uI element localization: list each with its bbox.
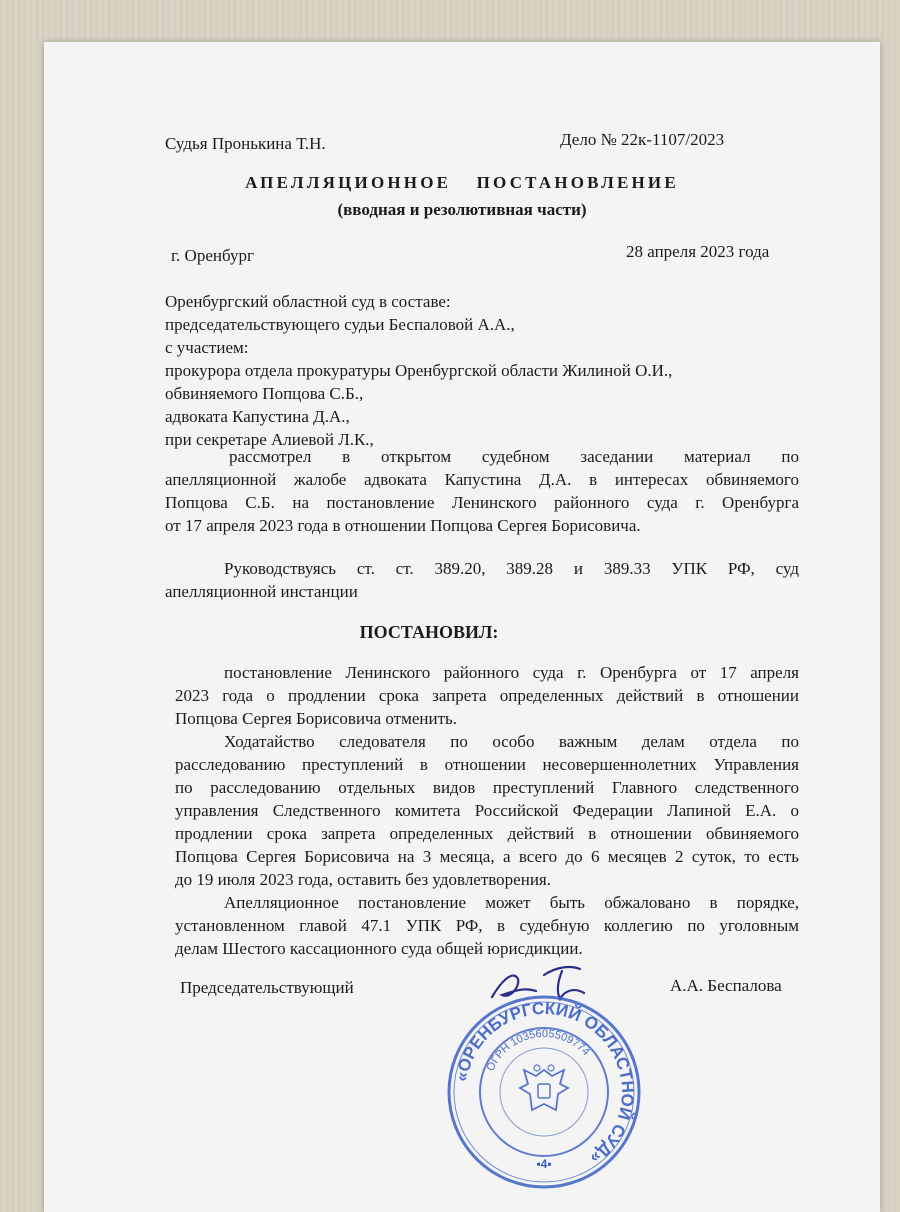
stamp-number: •4• bbox=[536, 1157, 552, 1171]
court-seal-stamp bbox=[444, 992, 644, 1192]
composition-line: прокурора отдела прокуратуры Оренбургской области Жилиной О.И., bbox=[165, 361, 673, 380]
stamp-ogrn: ОГРН 1035605509774 bbox=[484, 1027, 593, 1074]
resolution-line: постановление Ленинского районного суда г. Оренбурга от 17 апреля bbox=[224, 663, 799, 682]
composition-line: с участием: bbox=[165, 338, 249, 357]
document-subtitle: (вводная и резолютивная части) bbox=[337, 200, 587, 219]
document-page bbox=[44, 42, 880, 1212]
place: г. Оренбург bbox=[171, 246, 254, 265]
reviewed-line: апелляционной жалобе адвоката Капустина Д.А. в интересах обвиняемого bbox=[165, 470, 799, 489]
resolution-line: Ходатайство следователя по особо важным делам отдела по bbox=[224, 732, 799, 751]
case-number: Дело № 22к-1107/2023 bbox=[560, 130, 725, 149]
resolution-line: делам Шестого кассационного суда общей юрисдикции. bbox=[175, 939, 583, 958]
reviewed-line: Попцова С.Б. на постановление Ленинского районного суда г. Оренбурга bbox=[165, 493, 799, 512]
resolution-line: управления Следственного комитета Российской Федерации Лапиной Е.А. о bbox=[175, 801, 799, 820]
composition-line: Оренбургский областной суд в составе: bbox=[165, 292, 451, 311]
svg-text:ОГРН 1035605509774 bbox=[485, 1028, 592, 1073]
resolution-line: установленном главой 47.1 УПК РФ, в судебную коллегию по уголовным bbox=[175, 916, 799, 935]
reviewed-line: рассмотрел в открытом судебном заседании материал по bbox=[229, 447, 799, 466]
resolution-line: Апелляционное постановление может быть обжаловано в порядке, bbox=[224, 893, 799, 912]
resolution-line: до 19 июля 2023 года, оставить без удовлетворения. bbox=[175, 870, 551, 889]
stamp-ring-text: «ОРЕНБУРГСКИЙ ОБЛАСТНОЙ СУД» bbox=[451, 998, 638, 1168]
composition-line: обвиняемого Попцова С.Б., bbox=[165, 384, 364, 403]
composition-line: адвоката Капустина Д.А., bbox=[165, 407, 350, 426]
resolution-line: расследованию преступлений в отношении несовершеннолетних Управления bbox=[175, 755, 799, 774]
presiding-name: А.А. Беспалова bbox=[670, 976, 782, 995]
resolution-line: Попцова Сергея Борисовича отменить. bbox=[175, 709, 458, 728]
composition-line: председательствующего судьи Беспаловой А.А., bbox=[165, 315, 515, 334]
judge-name: Судья Пронькина Т.Н. bbox=[165, 134, 326, 153]
presiding-label: Председательствующий bbox=[180, 978, 354, 997]
resolution-line: 2023 года о продлении срока запрета определенных действий в отношении bbox=[175, 686, 799, 705]
resolution-line: продлении срока запрета определенных действий в отношении обвиняемого bbox=[175, 824, 799, 843]
composition-line: при секретаре Алиевой Л.К., bbox=[165, 430, 374, 449]
guided-line: апелляционной инстанции bbox=[165, 582, 358, 601]
resolution-line: по расследованию отдельных видов преступлений Главного следственного bbox=[175, 778, 799, 797]
document-title: АПЕЛЛЯЦИОННОЕ ПОСТАНОВЛЕНИЕ bbox=[245, 173, 679, 192]
reviewed-line: от 17 апреля 2023 года в отношении Попцова Сергея Борисовича. bbox=[165, 516, 641, 535]
eagle-emblem-icon bbox=[520, 1065, 568, 1110]
resolution-line: Попцова Сергея Борисовича на 3 месяца, а всего до 6 месяцев 2 суток, то есть bbox=[175, 847, 799, 866]
guided-line: Руководствуясь ст. ст. 389.20, 389.28 и 389.33 УПК РФ, суд bbox=[224, 559, 799, 578]
resolved-heading: ПОСТАНОВИЛ: bbox=[359, 622, 499, 642]
date: 28 апреля 2023 года bbox=[626, 242, 770, 261]
